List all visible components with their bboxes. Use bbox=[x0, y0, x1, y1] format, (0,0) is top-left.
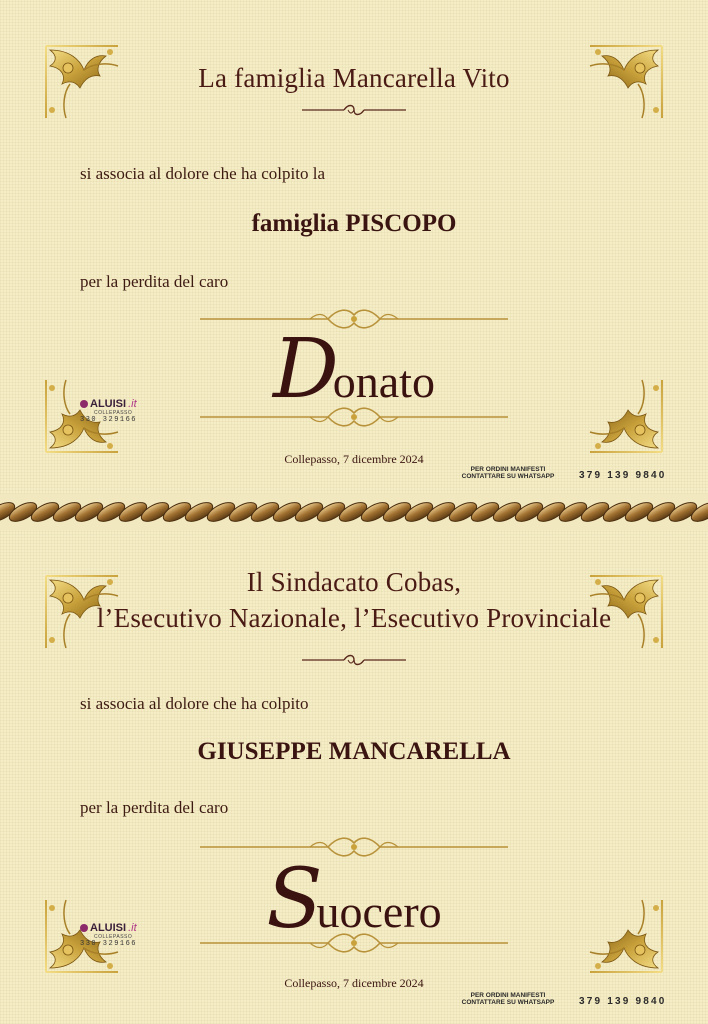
scroll-flourish-icon bbox=[300, 652, 408, 668]
notice-title bbox=[0, 60, 708, 96]
rope-graphic bbox=[0, 494, 708, 530]
logo-phone: 330 329166 bbox=[80, 940, 138, 948]
whatsapp-number: 379 139 9840 bbox=[579, 996, 667, 1007]
notice-date: Collepasso, 7 dicembre 2024 bbox=[284, 452, 424, 466]
notice-title-line: Il Sindacato Cobas, bbox=[246, 567, 462, 597]
aluisi-logo bbox=[80, 398, 164, 424]
orders-contact bbox=[453, 992, 693, 1006]
notice-panel-bottom bbox=[0, 530, 708, 1024]
ornamental-frame-bottom bbox=[200, 930, 508, 956]
orders-line2: CONTATTARE SU WHATSAPP bbox=[461, 999, 555, 1006]
deceased-name-rest: onato bbox=[332, 356, 435, 407]
logo-brand: ALUISI .it bbox=[80, 922, 164, 934]
notice-panel-top bbox=[0, 0, 708, 494]
aluisi-logo-icon bbox=[80, 400, 88, 408]
bereaved-family: famiglia PISCOPO bbox=[251, 210, 457, 237]
condolence-line: si associa al dolore che ha colpito la bbox=[80, 164, 325, 183]
aluisi-logo bbox=[80, 922, 164, 948]
orders-line1: PER ORDINI MANIFESTI bbox=[470, 992, 546, 999]
aluisi-logo-icon bbox=[80, 924, 88, 932]
logo-brand: ALUISI .it bbox=[80, 398, 164, 410]
logo-phone: 330 329166 bbox=[80, 416, 138, 424]
deceased-name-rest: uocero bbox=[316, 886, 442, 937]
ornamental-frame-bottom bbox=[200, 404, 508, 430]
condolence-line: si associa al dolore che ha colpito bbox=[80, 694, 309, 713]
deceased-name-initial: D bbox=[273, 322, 337, 417]
loss-line: per la perdita del caro bbox=[80, 798, 229, 817]
bereaved-family: GIUSEPPE MANCARELLA bbox=[197, 738, 511, 765]
orders-line2: CONTATTARE SU WHATSAPP bbox=[461, 473, 555, 480]
deceased-name-initial: S bbox=[266, 852, 321, 947]
orders-line1: PER ORDINI MANIFESTI bbox=[470, 466, 546, 473]
notice-title-line: l’Esecutivo Nazionale, l’Esecutivo Provinciale bbox=[96, 603, 612, 633]
notice-title-line: La famiglia Mancarella Vito bbox=[198, 63, 510, 93]
loss-line: per la perdita del caro bbox=[80, 272, 229, 291]
logo-town: COLLEPASSO bbox=[94, 934, 133, 940]
orders-contact bbox=[453, 466, 693, 480]
gold-rope-divider bbox=[0, 494, 708, 530]
scroll-flourish-icon bbox=[300, 102, 408, 118]
logo-town: COLLEPASSO bbox=[94, 410, 133, 416]
notice-date: Collepasso, 7 dicembre 2024 bbox=[284, 976, 424, 990]
whatsapp-number: 379 139 9840 bbox=[579, 470, 667, 481]
notice-title bbox=[0, 564, 708, 636]
